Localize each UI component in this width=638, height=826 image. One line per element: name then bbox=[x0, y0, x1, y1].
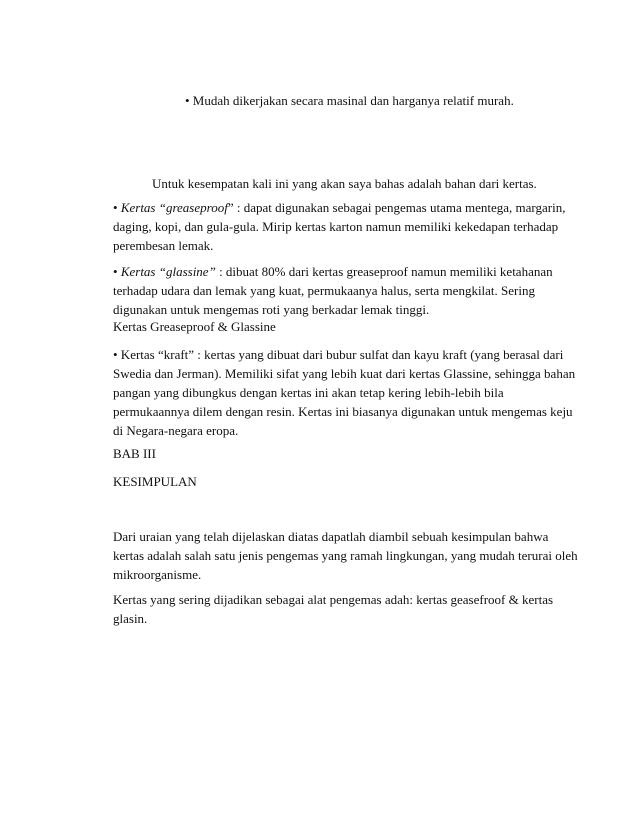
conclusion-line-1: Dari uraian yang telah dijelaskan diatas dapatlah diambil sebuah kesimpulan bahwa bbox=[113, 529, 549, 544]
conclusion-line-3: mikroorganisme. bbox=[113, 567, 202, 582]
intro-sentence: Untuk kesempatan kali ini yang akan saya bahas adalah bahan dari kertas. bbox=[152, 176, 537, 191]
glassine-text: : dibuat 80% dari kertas greaseproof namun memiliki ketahanan bbox=[215, 264, 553, 279]
greaseproof-line-1 bbox=[113, 198, 565, 217]
greaseproof-line-2: daging, kopi, dan gula-gula. Mirip kertas karton namun memiliki kekedapan terhadap bbox=[113, 219, 559, 234]
glassine-line-3: digunakan untuk mengemas roti yang berkadar lemak tinggi. bbox=[113, 302, 430, 317]
conclusion-line-2: kertas adalah salah satu jenis pengemas yang ramah lingkungan, yang mudah terurai oleh bbox=[113, 548, 578, 563]
conclusion-line-4: Kertas yang sering dijadikan sebagai alat pengemas adah: kertas geasefroof & kertas bbox=[113, 592, 554, 607]
greaseproof-term: Kertas “greaseproof bbox=[120, 200, 228, 215]
glassine-term: Kertas “glassine” bbox=[120, 264, 216, 279]
glassine-line-1 bbox=[113, 262, 565, 281]
greaseproof-text: ” : dapat digunakan sebagai pengemas utama mentega, margarin, bbox=[227, 200, 566, 215]
kraft-line-1: • Kertas “kraft” : kertas yang dibuat dari bubur sulfat dan kayu kraft (yang berasal dari bbox=[113, 347, 564, 362]
kraft-line-4: permukaannya dilem dengan resin. Kertas ini biasanya digunakan untuk mengemas keju bbox=[113, 404, 573, 419]
glassine-paragraph bbox=[113, 262, 565, 319]
chapter-title: KESIMPULAN bbox=[113, 474, 197, 489]
bullet-symbol: • bbox=[113, 200, 121, 215]
conclusion-line-5: glasin. bbox=[113, 611, 148, 626]
bullet-symbol: • bbox=[113, 264, 121, 279]
greaseproof-line-3: perembesan lemak. bbox=[113, 238, 214, 253]
greaseproof-paragraph bbox=[113, 198, 565, 255]
chapter-heading: BAB III bbox=[113, 446, 156, 461]
glassine-line-2: terhadap udara dan lemak yang kuat, permukaanya halus, serta mengkilat. Sering bbox=[113, 283, 535, 298]
caption: Kertas Greaseproof & Glassine bbox=[113, 319, 276, 334]
kraft-line-5: di Negara-negara eropa. bbox=[113, 423, 239, 438]
conclusion-paragraph-2 bbox=[113, 590, 565, 628]
kraft-paragraph bbox=[113, 345, 576, 440]
intro-bullet: • Mudah dikerjakan secara masinal dan harganya relatif murah. bbox=[185, 93, 514, 108]
kraft-line-2: Swedia dan Jerman). Memiliki sifat yang lebih kuat dari kertas Glassine, sehingga bahan bbox=[113, 366, 576, 381]
kraft-line-3: pangan yang dibungkus dengan kertas ini akan tetap kering lebih-lebih bila bbox=[113, 385, 504, 400]
conclusion-paragraph-1 bbox=[113, 527, 578, 584]
